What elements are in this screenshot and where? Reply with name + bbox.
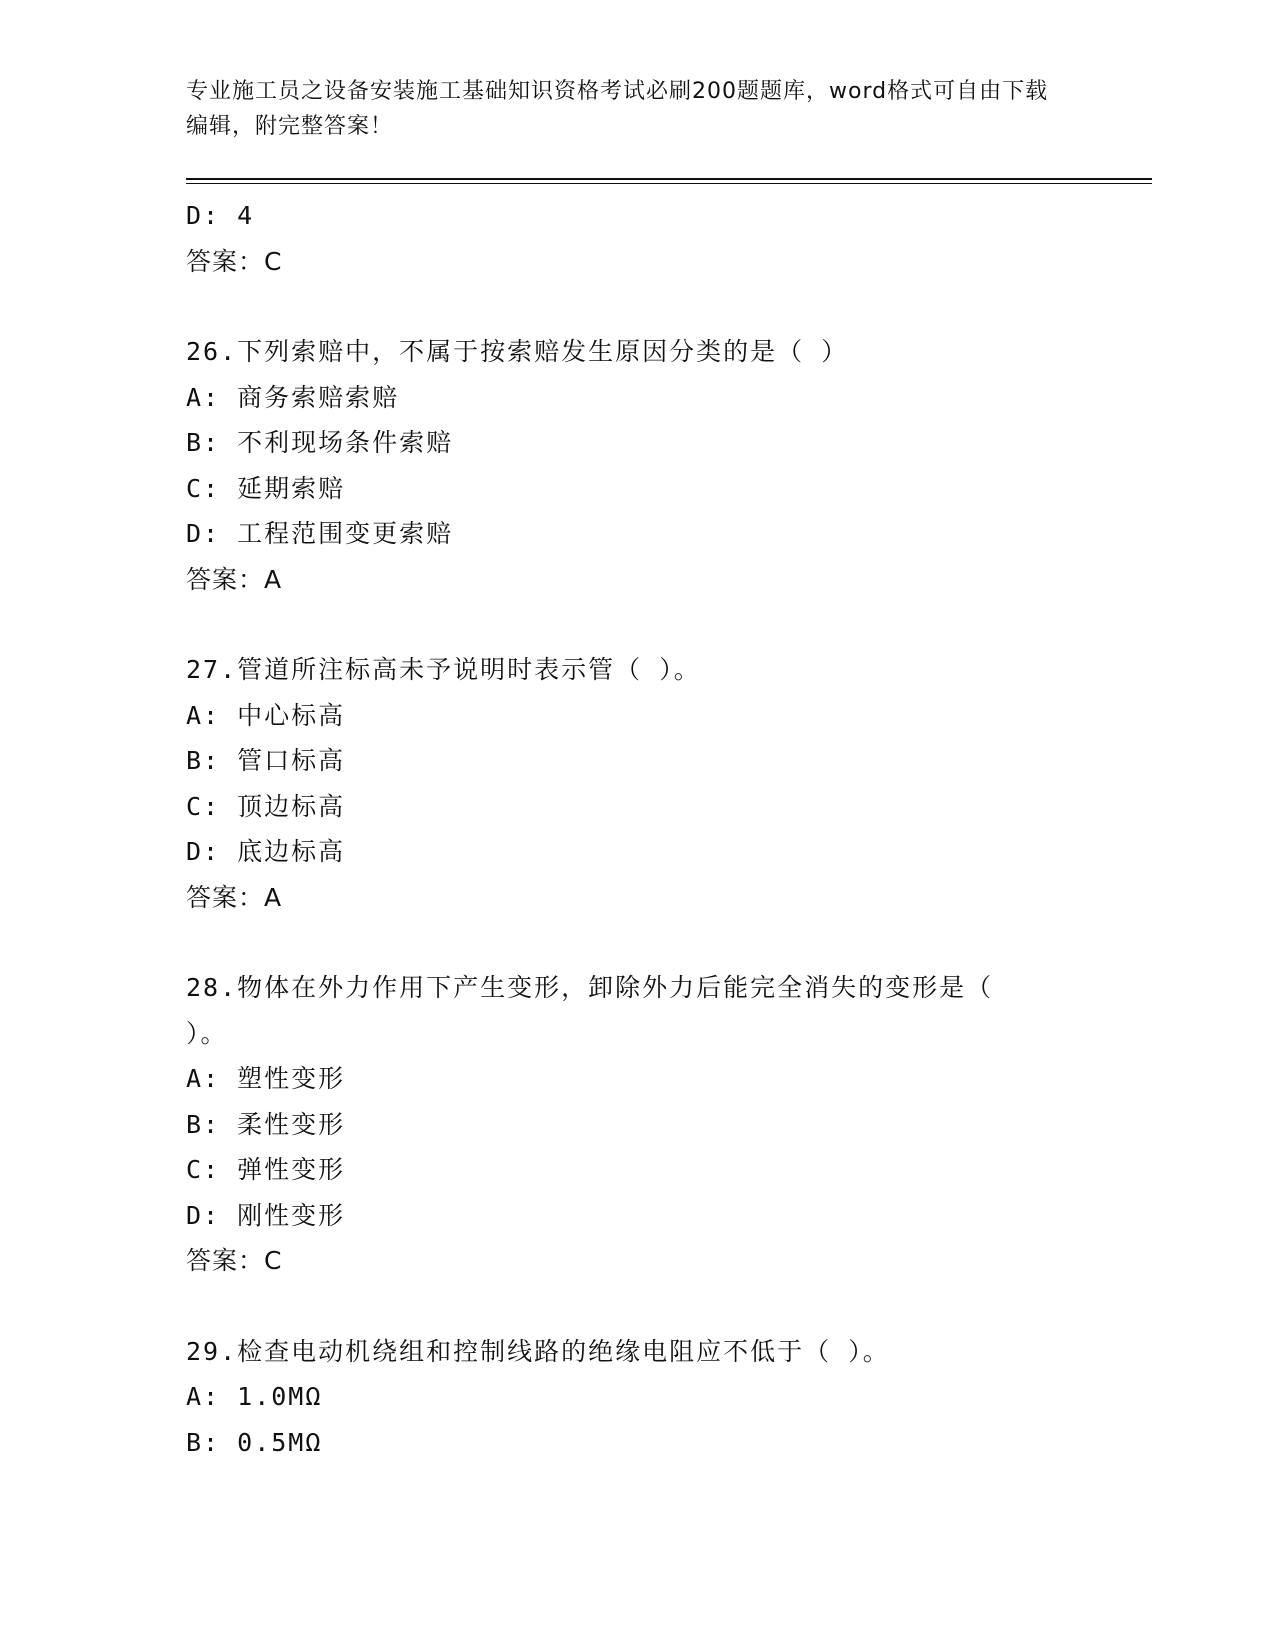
option-d: D: 底边标高 — [186, 837, 346, 866]
question-stem: 26.下列索赔中，不属于按索赔发生原因分类的是（ ） — [186, 337, 849, 366]
question-29 — [186, 1329, 1066, 1466]
option-d: D: 4 — [186, 201, 255, 230]
option-a: A: 1.0MΩ — [186, 1382, 323, 1411]
option-c: C: 弹性变形 — [186, 1155, 346, 1184]
answer: 答案：C — [186, 1246, 283, 1275]
option-c: C: 延期索赔 — [186, 473, 346, 503]
header-divider-thin — [186, 183, 1152, 184]
answer: 答案：A — [186, 564, 283, 594]
option-a: A: 中心标高 — [186, 700, 346, 730]
question-28 — [186, 965, 1066, 1284]
option-d: D: 刚性变形 — [186, 1200, 346, 1230]
question-27 — [186, 647, 1066, 920]
question-stem: 27.管道所注标高未予说明时表示管（ ）。 — [186, 655, 701, 684]
question-list — [186, 193, 1066, 1465]
option-d: D: 工程范围变更索赔 — [186, 519, 454, 548]
header-divider-thick — [186, 178, 1152, 180]
option-b: B: 管口标高 — [186, 746, 346, 775]
question-26 — [186, 329, 1066, 602]
option-c: C: 顶边标高 — [186, 791, 346, 821]
option-b: B: 0.5MΩ — [186, 1427, 323, 1457]
option-b: B: 不利现场条件索赔 — [186, 428, 454, 457]
question-stem: 29.检查电动机绕组和控制线路的绝缘电阻应不低于（ ）。 — [186, 1336, 890, 1366]
document-header: 专业施工员之设备安装施工基础知识资格考试必刷200题题库，word格式可自由下载编辑，附完整答案！ — [186, 79, 1049, 139]
option-a: A: 塑性变形 — [186, 1064, 346, 1093]
question-stem: 28.物体在外力作用下产生变形，卸除外力后能完全消失的变形是（ ）。 — [186, 973, 994, 1048]
answer: 答案：C — [186, 246, 283, 276]
option-a: A: 商务索赔索赔 — [186, 382, 400, 412]
option-b: B: 柔性变形 — [186, 1109, 346, 1139]
answer: 答案：A — [186, 882, 283, 912]
